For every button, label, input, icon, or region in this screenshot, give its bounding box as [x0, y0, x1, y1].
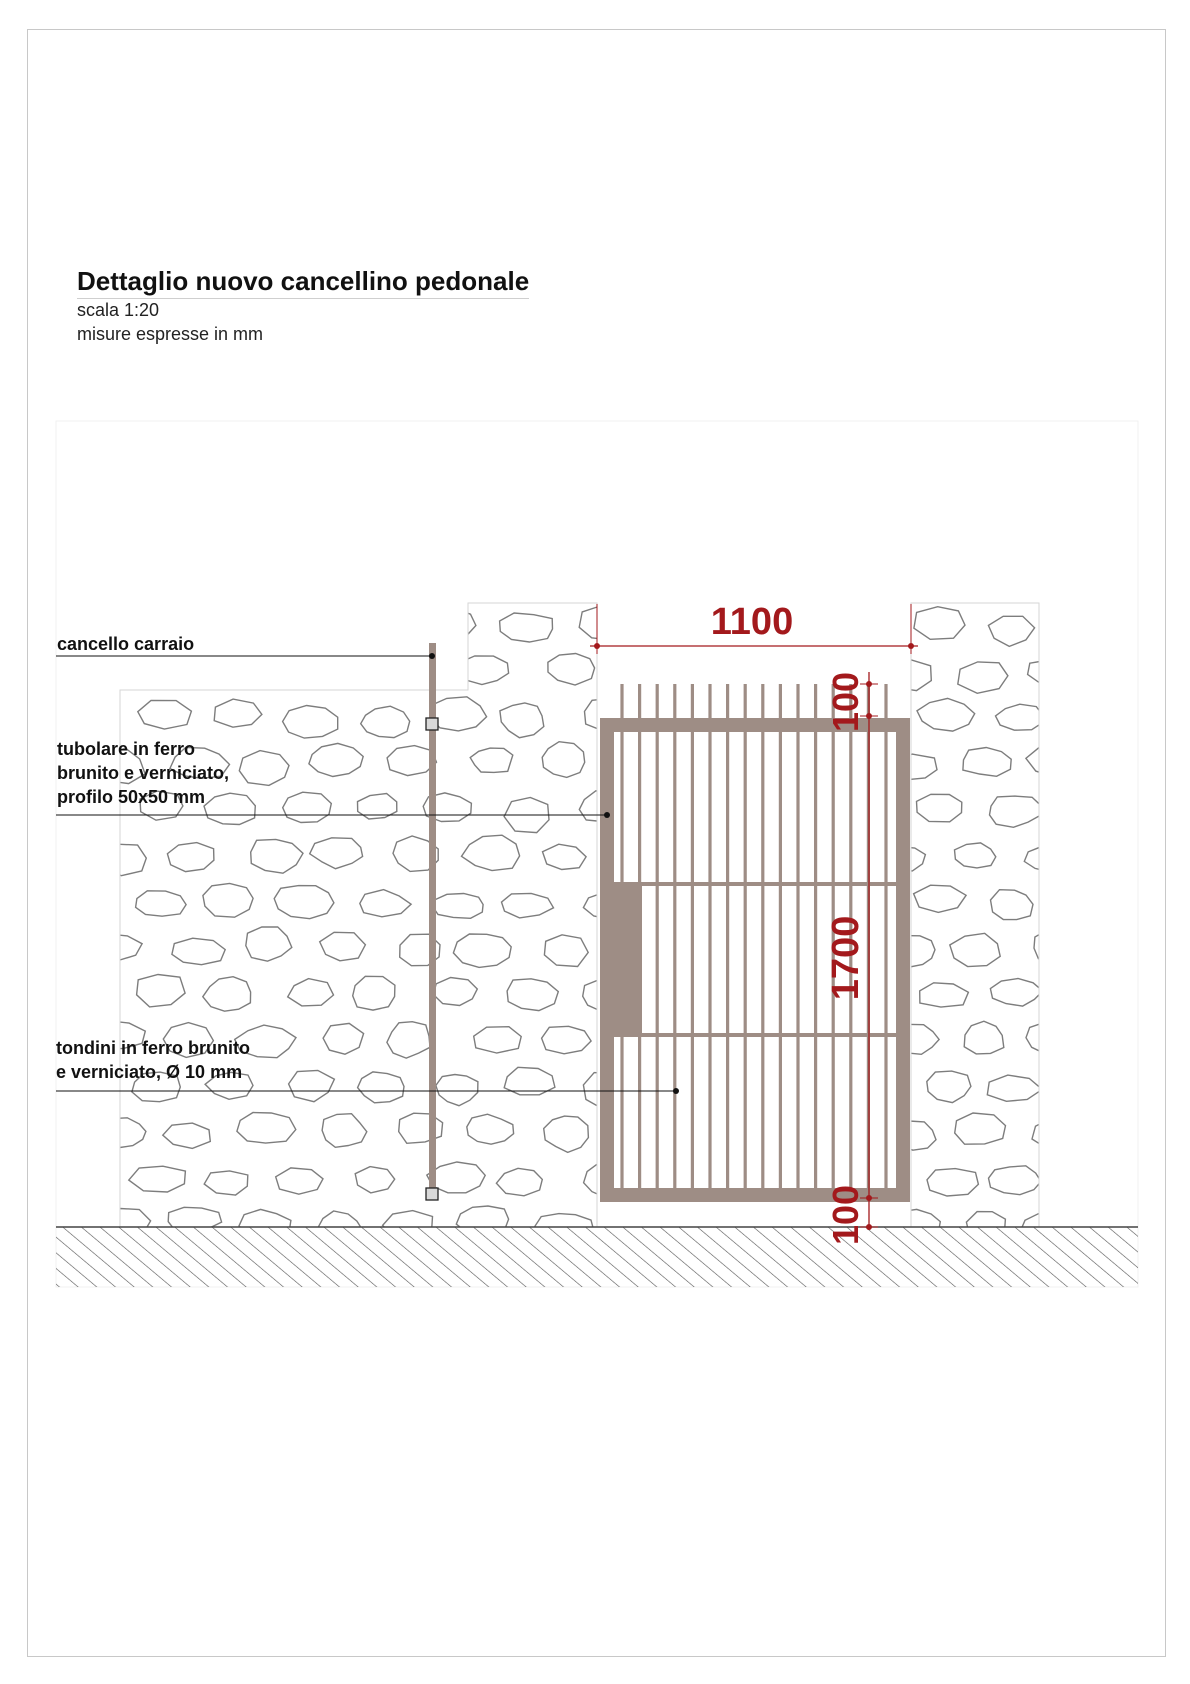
middle-rail-lower: [614, 1033, 896, 1037]
dimension-bottom-label: 100: [825, 1184, 866, 1246]
tondino-bar: [656, 684, 659, 1196]
hinge-top: [426, 718, 438, 730]
label-tondini-line: tondini in ferro brunito: [56, 1038, 250, 1058]
dimension-width-label: 1100: [710, 601, 794, 643]
tondino-bar: [726, 684, 729, 1196]
label-tubolare-line: brunito e verniciato,: [57, 763, 230, 783]
dimension-height-label: 1700: [825, 915, 867, 1001]
tondino-bar: [673, 684, 676, 1196]
scale-note: scala 1:20: [77, 300, 160, 320]
middle-rail-upper: [614, 882, 896, 886]
tondino-bar: [761, 684, 764, 1196]
ground-hatch: [56, 1227, 1138, 1287]
tondino-bar: [884, 684, 887, 1196]
lock-plate: [614, 884, 642, 1034]
tondino-bar: [708, 684, 711, 1196]
label-tondini: [56, 1036, 250, 1084]
tondino-bar: [796, 684, 799, 1196]
units-note: misure espresse in mm: [77, 324, 264, 344]
label-tubolare-line: tubolare in ferro: [57, 739, 196, 759]
dimension-top-label: 100: [825, 671, 866, 733]
hinge-bottom: [426, 1188, 438, 1200]
tondino-bar: [691, 684, 694, 1196]
label-tubolare-line: profilo 50x50 mm: [57, 787, 206, 807]
page-title: Dettaglio nuovo cancellino pedonale: [77, 266, 529, 299]
label-tubolare: [57, 737, 229, 809]
tondino-bar: [779, 684, 782, 1196]
label-cancello-carraio: cancello carraio: [57, 634, 195, 654]
tondino-bar: [814, 684, 817, 1196]
label-tondini-line: e verniciato, Ø 10 mm: [56, 1062, 243, 1082]
tondino-bar: [744, 684, 747, 1196]
